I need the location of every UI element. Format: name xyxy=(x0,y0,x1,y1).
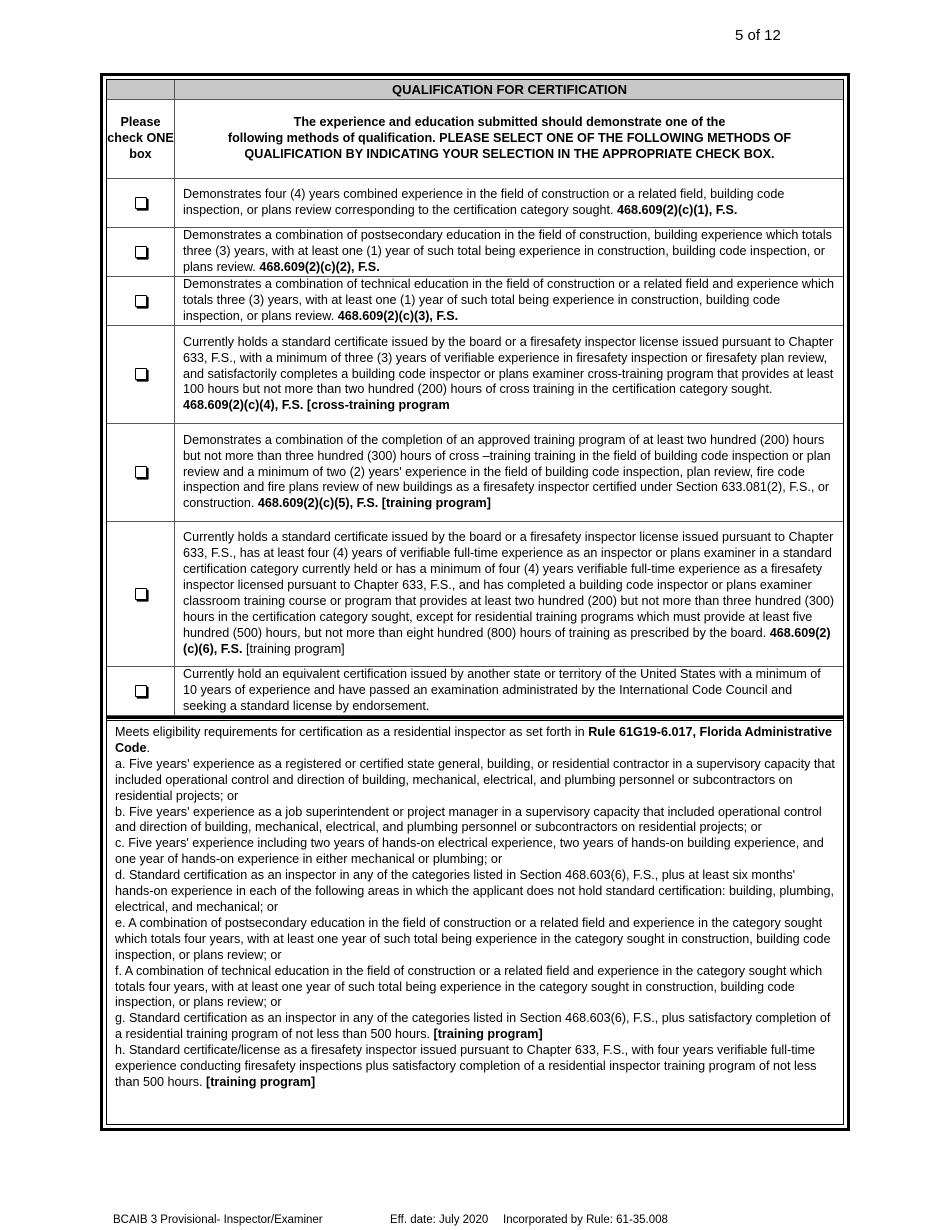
instructions-line-2: following methods of qualification. PLEASE SELECT ONE OF THE FOLLOWING METHODS OF QUALIFICATION BY INDICATING YOUR SELECTION IN THE APPROPRIATE CHECK BOX. xyxy=(227,131,792,161)
option-6-checkbox[interactable] xyxy=(135,588,147,600)
option-citation: 468.609(2)(c)(6), F.S. xyxy=(183,625,831,656)
option-citation: 468.609(2)(c)(4), F.S. [cross-training program xyxy=(183,398,450,413)
option-7-checkbox[interactable] xyxy=(135,685,147,697)
option-citation: 468.609(2)(c)(1), F.S. xyxy=(617,203,738,217)
residential-item-bold: [training program] xyxy=(433,1027,543,1042)
option-text xyxy=(175,277,844,326)
instructions-line-1: The experience and education submitted should demonstrate one of the xyxy=(293,115,726,130)
option-checkbox-cell xyxy=(107,277,175,326)
option-description: Demonstrates a combination of postsecondary education in the field of construction, building experience which totals three (3) years, with at least one (1) year of such total being experience in construction, building code inspection, or plans review. xyxy=(183,228,832,274)
option-row-3 xyxy=(107,277,843,326)
residential-item-bold: [training program] xyxy=(206,1074,316,1089)
option-description: Currently holds a standard certificate issued by the board or a firesafety inspector license issued pursuant to Chapter 633, F.S., with a minimum of three (3) years of verifiable experience in firesafety inspection or firesafety plan review, and satisfactorily completes a building code inspector or plans examiner cross-training program that provides at least 100 hours but not more than two hundred (200) hours of cross training in the certification category sought. xyxy=(183,334,834,397)
page-number: 5 of 12 xyxy=(735,27,781,44)
residential-item-text: g. Standard certification as an inspector in any of the categories listed in Section 468.603(6), F.S., plus satisfactory completion of a residential training program of not less than 500 hours. xyxy=(115,1011,831,1042)
option-2-checkbox[interactable] xyxy=(135,246,147,258)
option-description: Currently hold an equivalent certification issued by another state or territory of the United States with a minimum of 10 years of experience and have passed an examination administrated by the International Code Council and seeking a standard license by endorsement. xyxy=(183,667,821,713)
option-description: Currently holds a standard certificate issued by the board or a firesafety inspector license issued pursuant to Chapter 633, F.S., has at least four (4) years of verifiable full-time experience as an inspector or plans examiner in a standard certification category currently held or has a minimum of four (4) years verifiable full-time experience as a firesafety inspector licensed pursuant to Chapter 633, F.S., and has completed a building code inspector or plans examiner classroom training course or program that provides at least two hundred (200) but not more than three hundred (300) hours in the certification category sought, except for residential training programs which must provide at least five hundred (500) hours, but not more than eight hundred (800) hours of training as prescribed by the board. xyxy=(183,530,835,640)
residential-item-text: h. Standard certificate/license as a firesafety inspector issued pursuant to Chapter 633, F.S., with four years verifiable full-time experience conducting firesafety inspections plus satisfactory completion of a residential inspector training program of not less than 500 hours. xyxy=(115,1043,817,1089)
option-text xyxy=(175,667,844,716)
qualification-form-inner xyxy=(106,79,844,1125)
option-row-6 xyxy=(107,522,843,667)
instructions-text xyxy=(175,100,844,179)
residential-item-text: e. A combination of postsecondary education in the field of construction or a related field and experience in the category sought which totals four years, with at least one year of such total being experience in the category sought in construction, building code inspection, or plans review; or xyxy=(115,915,831,962)
option-checkbox-cell xyxy=(107,424,175,522)
footer-form-name: BCAIB 3 Provisional- Inspector/Examiner xyxy=(113,1214,323,1226)
option-checkbox-cell xyxy=(107,228,175,277)
option-row-4 xyxy=(107,326,843,424)
option-tail: [training program] xyxy=(242,641,345,656)
option-checkbox-cell xyxy=(107,522,175,667)
residential-item-c xyxy=(115,836,836,868)
residential-item-b xyxy=(115,805,836,837)
footer-eff-date: Eff. date: July 2020 xyxy=(390,1214,489,1226)
option-5-checkbox[interactable] xyxy=(135,466,147,478)
option-checkbox-cell xyxy=(107,667,175,716)
option-row-1 xyxy=(107,179,843,228)
option-description: Demonstrates a combination of technical education in the field of construction or a related field and experience which totals three (3) years, with at least one (1) year of such total being experience in construction, building code inspection, or plans review. xyxy=(183,277,835,323)
residential-item-d xyxy=(115,868,836,916)
instructions-row xyxy=(107,100,843,179)
option-row-7 xyxy=(107,667,843,716)
residential-intro-text: Meets eligibility requirements for certification as a residential inspector as set forth in xyxy=(115,725,589,739)
option-row-5 xyxy=(107,424,843,522)
residential-item-g xyxy=(115,1011,836,1043)
option-1-checkbox[interactable] xyxy=(135,197,147,209)
residential-inspector-section xyxy=(107,721,843,1091)
option-checkbox-cell xyxy=(107,179,175,228)
option-citation: 468.609(2)(c)(5), F.S. [training program] xyxy=(257,496,491,511)
option-description: Demonstrates a combination of the completion of an approved training program of at least two hundred (200) hours but not more than three hundred (300) hours of cross –training training in the field of building code inspection or plan review and a minimum of two (2) years' experience in the field of building code inspection, plan review, fire code inspection and fire plans review of new buildings as a firesafety inspector certified under Section 633.081(2), F.S., or construction. xyxy=(183,432,831,511)
header-title: QUALIFICATION FOR CERTIFICATION xyxy=(175,80,844,100)
option-text xyxy=(175,424,844,522)
qualification-form-frame xyxy=(100,73,850,1131)
option-text xyxy=(175,179,844,228)
residential-item-text: f. A combination of technical education in the field of construction or a related field and experience in the category sought which totals four years, with at least one year of such total being experience in the category sought in construction, building code inspection, or plans review; or xyxy=(115,963,823,1010)
option-text xyxy=(175,522,844,667)
option-text xyxy=(175,228,844,277)
header-blank-cell xyxy=(107,80,175,100)
option-text xyxy=(175,326,844,424)
residential-item-f xyxy=(115,964,836,1012)
residential-rule: Rule 61G19-6.017, Florida Administrative Code xyxy=(115,725,832,755)
residential-intro xyxy=(115,725,836,757)
option-3-checkbox[interactable] xyxy=(135,295,147,307)
residential-item-a xyxy=(115,757,836,805)
residential-item-text: d. Standard certification as an inspector in any of the categories listed in Section 468.603(6), F.S., plus at least six months' hands-on experience in each of the following areas in which the applicant does not hold standard certification: building, plumbing, electrical, and mechanical; or xyxy=(115,868,834,914)
residential-item-text: a. Five years' experience as a registered or certified state general, building, or residential contractor in a supervisory capacity that included operational control and direction of building, mechanical, electrical, and plumbing personnel or subcontractors on residential projects; or xyxy=(115,756,835,803)
option-citation: 468.609(2)(c)(2), F.S. xyxy=(259,259,380,274)
option-row-2 xyxy=(107,228,843,277)
residential-item-h xyxy=(115,1043,836,1091)
residential-item-text: b. Five years' experience as a job superintendent or project manager in a supervisory capacity that included operational control and direction of building, mechanical, electrical, and plumbing personnel or subcontractors on residential projects; or xyxy=(115,804,822,835)
option-checkbox-cell xyxy=(107,326,175,424)
option-citation: 468.609(2)(c)(3), F.S. xyxy=(337,308,459,323)
table-header-row xyxy=(107,80,843,100)
residential-item-e xyxy=(115,916,836,964)
option-4-checkbox[interactable] xyxy=(135,368,147,380)
check-column-label: Please check ONE box xyxy=(107,100,175,179)
qualification-table xyxy=(107,80,843,716)
residential-intro-end: . xyxy=(146,740,150,755)
option-description: Demonstrates four (4) years combined experience in the field of construction or a related field, building code inspection, or plans review corresponding to the certification category sought. xyxy=(183,187,785,217)
residential-item-text: c. Five years' experience including two years of hands-on electrical experience, two years of hands-on building experience, and one year of hands-on experience in either mechanical or plumbing; or xyxy=(115,836,824,867)
footer-incorporated: Incorporated by Rule: 61-35.008 xyxy=(503,1214,668,1226)
